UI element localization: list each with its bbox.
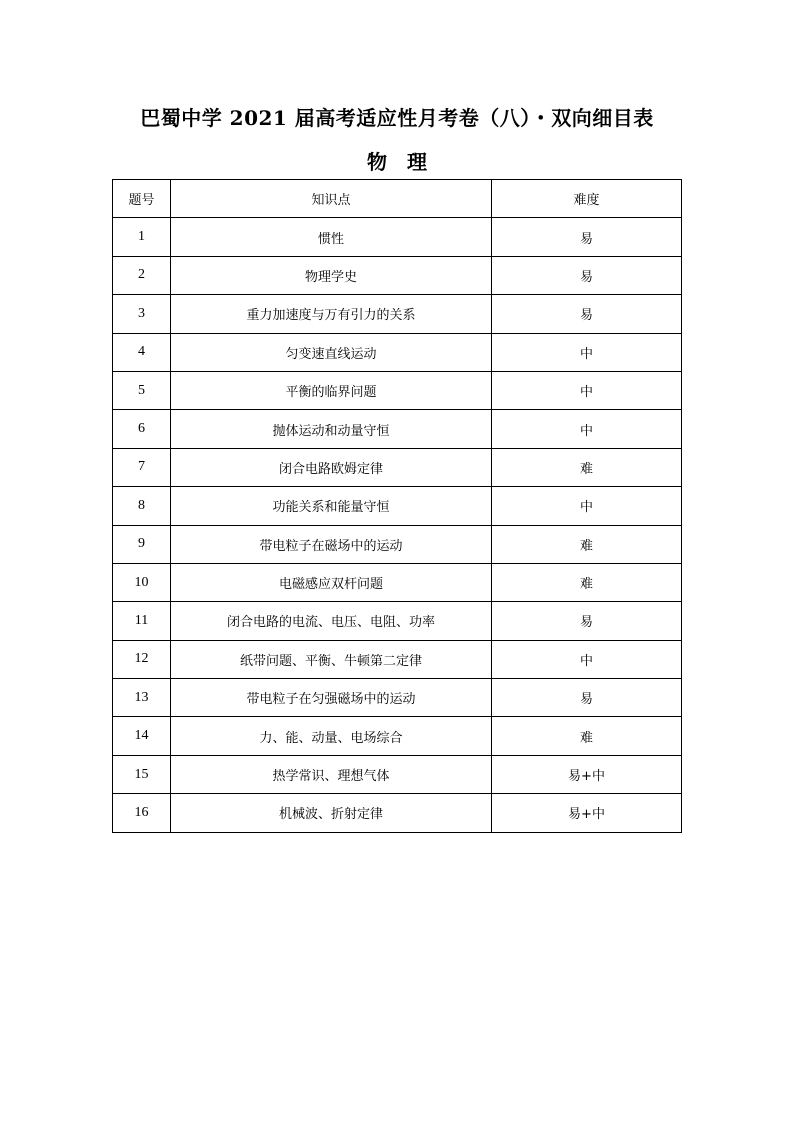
difficulty: 易 bbox=[492, 218, 682, 256]
table-row bbox=[113, 525, 682, 563]
header-question-number: 题号 bbox=[113, 180, 171, 218]
question-number: 2 bbox=[113, 256, 171, 294]
table-header-row bbox=[113, 180, 682, 218]
question-number: 12 bbox=[113, 640, 171, 678]
question-number: 9 bbox=[113, 525, 171, 563]
knowledge-point: 纸带问题、平衡、牛顿第二定律 bbox=[171, 640, 492, 678]
difficulty: 难 bbox=[492, 717, 682, 755]
table-row bbox=[113, 487, 682, 525]
knowledge-point: 功能关系和能量守恒 bbox=[171, 487, 492, 525]
knowledge-point: 热学常识、理想气体 bbox=[171, 755, 492, 793]
difficulty: 中 bbox=[492, 371, 682, 409]
knowledge-point: 平衡的临界问题 bbox=[171, 371, 492, 409]
question-number: 16 bbox=[113, 794, 171, 832]
difficulty: 易 bbox=[492, 256, 682, 294]
question-number: 5 bbox=[113, 371, 171, 409]
question-number: 4 bbox=[113, 333, 171, 371]
table-row bbox=[113, 679, 682, 717]
table-row bbox=[113, 295, 682, 333]
table-row bbox=[113, 717, 682, 755]
question-number: 11 bbox=[113, 602, 171, 640]
knowledge-point: 力、能、动量、电场综合 bbox=[171, 717, 492, 755]
table-row bbox=[113, 640, 682, 678]
question-number: 7 bbox=[113, 448, 171, 486]
header-difficulty: 难度 bbox=[492, 180, 682, 218]
table-row bbox=[113, 794, 682, 832]
table-row bbox=[113, 563, 682, 601]
difficulty: 易+中 bbox=[492, 794, 682, 832]
knowledge-point: 机械波、折射定律 bbox=[171, 794, 492, 832]
knowledge-point: 重力加速度与万有引力的关系 bbox=[171, 295, 492, 333]
difficulty: 中 bbox=[492, 410, 682, 448]
question-number: 3 bbox=[113, 295, 171, 333]
table-row bbox=[113, 755, 682, 793]
table-row bbox=[113, 333, 682, 371]
table-row bbox=[113, 448, 682, 486]
knowledge-point: 惯性 bbox=[171, 218, 492, 256]
knowledge-point: 闭合电路欧姆定律 bbox=[171, 448, 492, 486]
difficulty: 易 bbox=[492, 602, 682, 640]
difficulty: 中 bbox=[492, 487, 682, 525]
table-row bbox=[113, 256, 682, 294]
question-number: 13 bbox=[113, 679, 171, 717]
knowledge-point: 匀变速直线运动 bbox=[171, 333, 492, 371]
knowledge-point: 电磁感应双杆问题 bbox=[171, 563, 492, 601]
difficulty: 难 bbox=[492, 525, 682, 563]
knowledge-point: 闭合电路的电流、电压、电阻、功率 bbox=[171, 602, 492, 640]
difficulty: 难 bbox=[492, 448, 682, 486]
question-number: 14 bbox=[113, 717, 171, 755]
subject-title: 物 理 bbox=[367, 150, 427, 174]
table-row bbox=[113, 410, 682, 448]
header-knowledge-point: 知识点 bbox=[171, 180, 492, 218]
question-number: 8 bbox=[113, 487, 171, 525]
difficulty: 易 bbox=[492, 679, 682, 717]
question-number: 6 bbox=[113, 410, 171, 448]
table-row bbox=[113, 218, 682, 256]
table-row bbox=[113, 371, 682, 409]
document-title: 巴蜀中学 2021 届高考适应性月考卷（八）・双向细目表 bbox=[140, 106, 654, 130]
difficulty: 难 bbox=[492, 563, 682, 601]
difficulty: 中 bbox=[492, 333, 682, 371]
specification-table bbox=[112, 179, 682, 833]
question-number: 10 bbox=[113, 563, 171, 601]
knowledge-point: 带电粒子在磁场中的运动 bbox=[171, 525, 492, 563]
question-number: 15 bbox=[113, 755, 171, 793]
difficulty: 易+中 bbox=[492, 755, 682, 793]
difficulty: 易 bbox=[492, 295, 682, 333]
question-number: 1 bbox=[113, 218, 171, 256]
knowledge-point: 抛体运动和动量守恒 bbox=[171, 410, 492, 448]
knowledge-point: 物理学史 bbox=[171, 256, 492, 294]
table-row bbox=[113, 602, 682, 640]
difficulty: 中 bbox=[492, 640, 682, 678]
knowledge-point: 带电粒子在匀强磁场中的运动 bbox=[171, 679, 492, 717]
